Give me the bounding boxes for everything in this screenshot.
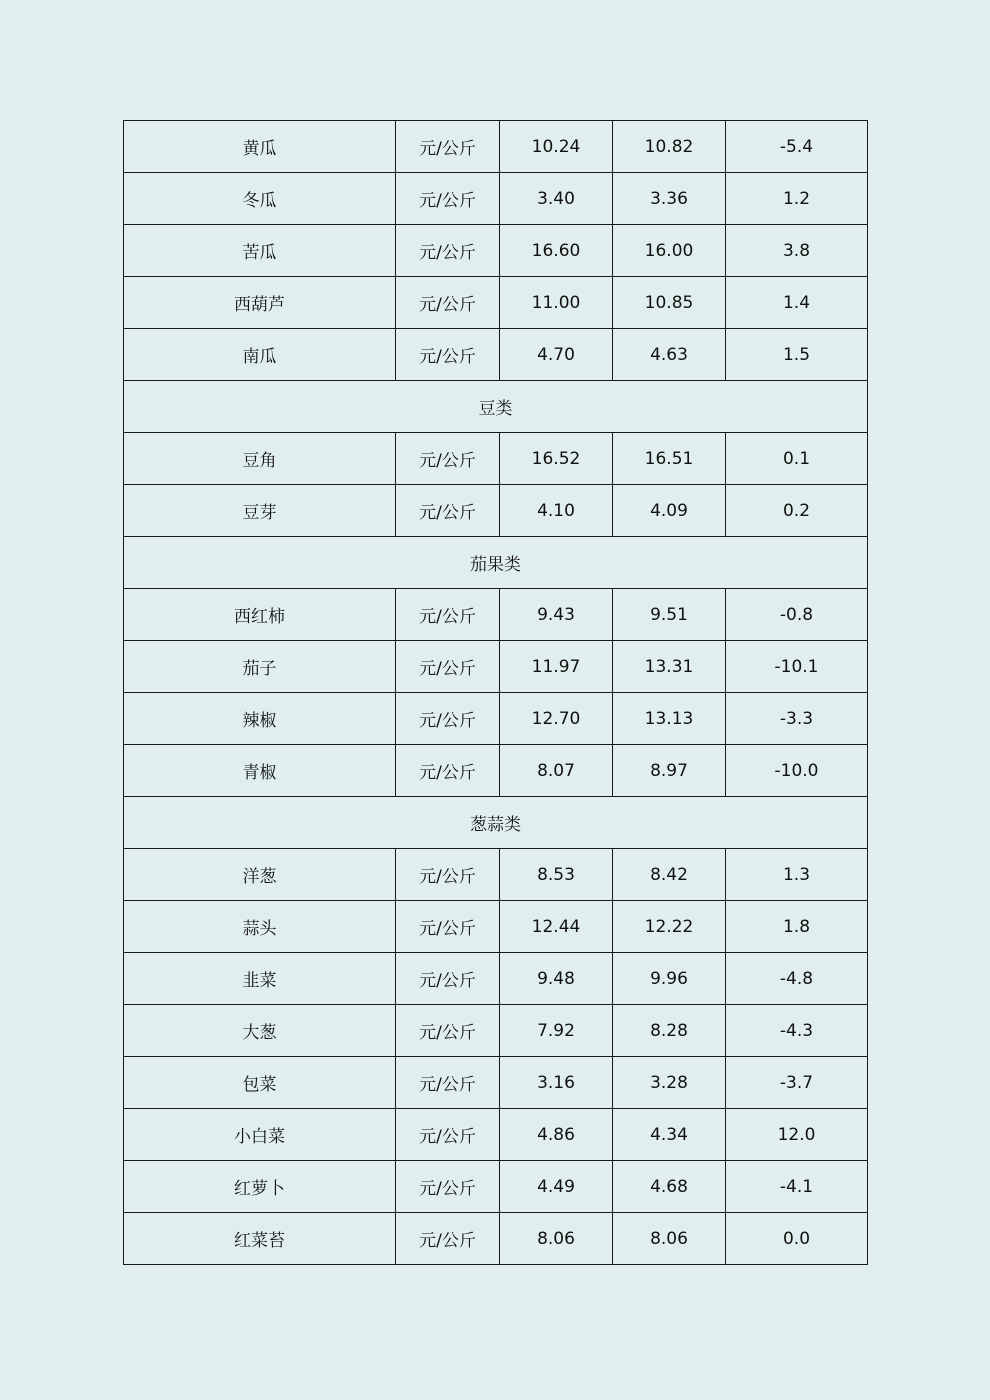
change-percent-cell: -10.1 (726, 641, 868, 693)
current-price-cell: 7.92 (500, 1005, 613, 1057)
change-percent-cell: 3.8 (726, 225, 868, 277)
table-row (124, 329, 868, 381)
previous-price-cell: 9.96 (613, 953, 726, 1005)
change-percent-cell: 1.4 (726, 277, 868, 329)
item-name-cell: 苦瓜 (124, 225, 396, 277)
change-percent-cell: 1.3 (726, 849, 868, 901)
table-row (124, 745, 868, 797)
item-name-cell: 西红柿 (124, 589, 396, 641)
current-price-cell: 9.43 (500, 589, 613, 641)
change-percent-cell: -10.0 (726, 745, 868, 797)
unit-cell: 元/公斤 (396, 1213, 500, 1265)
item-name-cell: 南瓜 (124, 329, 396, 381)
item-name-cell: 茄子 (124, 641, 396, 693)
item-name-cell: 辣椒 (124, 693, 396, 745)
change-percent-cell: 0.1 (726, 433, 868, 485)
unit-cell: 元/公斤 (396, 589, 500, 641)
change-percent-cell: -0.8 (726, 589, 868, 641)
previous-price-cell: 13.13 (613, 693, 726, 745)
item-name-cell: 蒜头 (124, 901, 396, 953)
previous-price-cell: 3.28 (613, 1057, 726, 1109)
current-price-cell: 3.40 (500, 173, 613, 225)
change-percent-cell: 1.5 (726, 329, 868, 381)
current-price-cell: 8.06 (500, 1213, 613, 1265)
table-row (124, 589, 868, 641)
table-row (124, 1057, 868, 1109)
table-row (124, 485, 868, 537)
category-row (124, 537, 868, 589)
unit-cell: 元/公斤 (396, 173, 500, 225)
change-percent-cell: 12.0 (726, 1109, 868, 1161)
previous-price-cell: 8.06 (613, 1213, 726, 1265)
current-price-cell: 4.70 (500, 329, 613, 381)
change-percent-cell: -3.3 (726, 693, 868, 745)
unit-cell: 元/公斤 (396, 1161, 500, 1213)
table-row (124, 433, 868, 485)
item-name-cell: 韭菜 (124, 953, 396, 1005)
category-label: 葱蒜类 (124, 797, 868, 849)
table-row (124, 121, 868, 173)
current-price-cell: 12.70 (500, 693, 613, 745)
change-percent-cell: -4.3 (726, 1005, 868, 1057)
unit-cell: 元/公斤 (396, 1109, 500, 1161)
item-name-cell: 豆芽 (124, 485, 396, 537)
table-row (124, 173, 868, 225)
item-name-cell: 红菜苔 (124, 1213, 396, 1265)
change-percent-cell: 0.2 (726, 485, 868, 537)
current-price-cell: 16.60 (500, 225, 613, 277)
item-name-cell: 青椒 (124, 745, 396, 797)
previous-price-cell: 9.51 (613, 589, 726, 641)
unit-cell: 元/公斤 (396, 745, 500, 797)
previous-price-cell: 4.63 (613, 329, 726, 381)
table-row (124, 277, 868, 329)
current-price-cell: 4.86 (500, 1109, 613, 1161)
unit-cell: 元/公斤 (396, 849, 500, 901)
previous-price-cell: 3.36 (613, 173, 726, 225)
previous-price-cell: 10.82 (613, 121, 726, 173)
unit-cell: 元/公斤 (396, 433, 500, 485)
change-percent-cell: 0.0 (726, 1213, 868, 1265)
unit-cell: 元/公斤 (396, 953, 500, 1005)
change-percent-cell: 1.8 (726, 901, 868, 953)
price-table (123, 120, 868, 1265)
previous-price-cell: 4.68 (613, 1161, 726, 1213)
change-percent-cell: -5.4 (726, 121, 868, 173)
unit-cell: 元/公斤 (396, 329, 500, 381)
unit-cell: 元/公斤 (396, 277, 500, 329)
category-label: 豆类 (124, 381, 868, 433)
unit-cell: 元/公斤 (396, 121, 500, 173)
current-price-cell: 16.52 (500, 433, 613, 485)
previous-price-cell: 8.42 (613, 849, 726, 901)
category-row (124, 797, 868, 849)
item-name-cell: 大葱 (124, 1005, 396, 1057)
item-name-cell: 红萝卜 (124, 1161, 396, 1213)
change-percent-cell: -4.1 (726, 1161, 868, 1213)
change-percent-cell: 1.2 (726, 173, 868, 225)
table-row (124, 225, 868, 277)
previous-price-cell: 16.00 (613, 225, 726, 277)
table-row (124, 1161, 868, 1213)
item-name-cell: 小白菜 (124, 1109, 396, 1161)
previous-price-cell: 4.34 (613, 1109, 726, 1161)
previous-price-cell: 10.85 (613, 277, 726, 329)
previous-price-cell: 13.31 (613, 641, 726, 693)
item-name-cell: 洋葱 (124, 849, 396, 901)
item-name-cell: 西葫芦 (124, 277, 396, 329)
previous-price-cell: 8.28 (613, 1005, 726, 1057)
current-price-cell: 10.24 (500, 121, 613, 173)
category-row (124, 381, 868, 433)
current-price-cell: 4.10 (500, 485, 613, 537)
unit-cell: 元/公斤 (396, 1057, 500, 1109)
current-price-cell: 4.49 (500, 1161, 613, 1213)
table-row (124, 693, 868, 745)
current-price-cell: 3.16 (500, 1057, 613, 1109)
table-row (124, 901, 868, 953)
unit-cell: 元/公斤 (396, 901, 500, 953)
price-table-body (124, 121, 868, 1265)
item-name-cell: 包菜 (124, 1057, 396, 1109)
unit-cell: 元/公斤 (396, 485, 500, 537)
item-name-cell: 黄瓜 (124, 121, 396, 173)
current-price-cell: 11.00 (500, 277, 613, 329)
table-row (124, 1109, 868, 1161)
item-name-cell: 豆角 (124, 433, 396, 485)
item-name-cell: 冬瓜 (124, 173, 396, 225)
previous-price-cell: 4.09 (613, 485, 726, 537)
table-row (124, 953, 868, 1005)
unit-cell: 元/公斤 (396, 641, 500, 693)
table-row (124, 1005, 868, 1057)
current-price-cell: 8.53 (500, 849, 613, 901)
change-percent-cell: -3.7 (726, 1057, 868, 1109)
previous-price-cell: 16.51 (613, 433, 726, 485)
previous-price-cell: 12.22 (613, 901, 726, 953)
unit-cell: 元/公斤 (396, 693, 500, 745)
current-price-cell: 8.07 (500, 745, 613, 797)
table-row (124, 641, 868, 693)
table-row (124, 1213, 868, 1265)
unit-cell: 元/公斤 (396, 1005, 500, 1057)
current-price-cell: 11.97 (500, 641, 613, 693)
change-percent-cell: -4.8 (726, 953, 868, 1005)
previous-price-cell: 8.97 (613, 745, 726, 797)
current-price-cell: 9.48 (500, 953, 613, 1005)
table-row (124, 849, 868, 901)
unit-cell: 元/公斤 (396, 225, 500, 277)
current-price-cell: 12.44 (500, 901, 613, 953)
category-label: 茄果类 (124, 537, 868, 589)
